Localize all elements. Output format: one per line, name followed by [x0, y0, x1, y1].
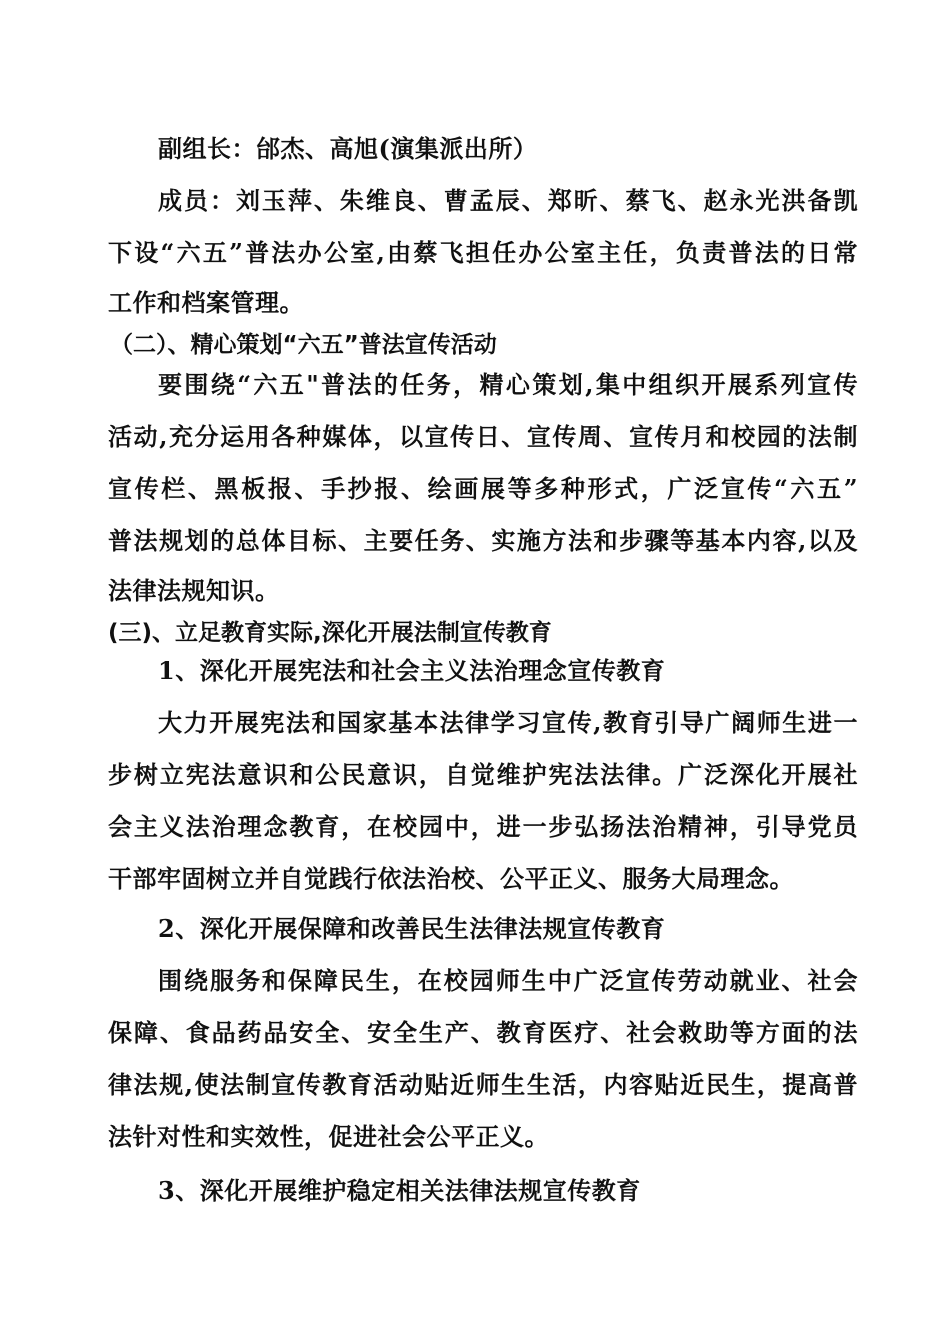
- paragraph-line: 宣传栏、黑板报、手抄报、绘画展等多种形式，广泛宣传“六五”: [108, 474, 858, 503]
- subheading-1: 1、深化开展宪法和社会主义法治理念宣传教育: [158, 656, 666, 685]
- paragraph-line: 围绕服务和保障民生，在校园师生中广泛宣传劳动就业、社会: [158, 966, 858, 995]
- paragraph-line: 工作和档案管理。: [108, 288, 304, 317]
- section-heading-3: (三)、立足教育实际,深化开展法制宣传教育: [108, 620, 552, 646]
- paragraph-line: 法针对性和实效性，促进社会公平正义。: [108, 1122, 549, 1151]
- paragraph-line: 步树立宪法意识和公民意识，自觉维护宪法法律。广泛深化开展社: [108, 760, 858, 789]
- vice-leader-line: 副组长：邰杰、高旭(演集派出所）: [158, 134, 538, 163]
- section-heading-2: （二）、精心策划“六五”普法宣传活动: [110, 332, 497, 358]
- paragraph-line: 法律法规知识。: [108, 576, 280, 605]
- paragraph-line: 会主义法治理念教育，在校园中，进一步弘扬法治精神，引导党员: [108, 812, 858, 841]
- paragraph-line: 保障、食品药品安全、安全生产、教育医疗、社会救助等方面的法: [108, 1018, 858, 1047]
- paragraph-line: 要围绕“六五"普法的任务，精心策划,集中组织开展系列宣传: [158, 370, 858, 399]
- subheading-2: 2、深化开展保障和改善民生法律法规宣传教育: [158, 914, 666, 943]
- paragraph-line: 活动,充分运用各种媒体，以宣传日、宣传周、宣传月和校园的法制: [108, 422, 858, 451]
- members-line: 成员：刘玉萍、朱维良、曹孟辰、郑昕、蔡飞、赵永光洪备凯: [158, 186, 858, 215]
- paragraph-line: 律法规,使法制宣传教育活动贴近师生生活，内容贴近民生，提高普: [108, 1070, 858, 1099]
- paragraph-line: 干部牢固树立并自觉践行依法治校、公平正义、服务大局理念。: [108, 864, 794, 893]
- subheading-3: 3、深化开展维护稳定相关法律法规宣传教育: [158, 1176, 641, 1205]
- paragraph-line: 下设“六五”普法办公室,由蔡飞担任办公室主任，负责普法的日常: [108, 238, 858, 267]
- paragraph-line: 普法规划的总体目标、主要任务、实施方法和步骤等基本内容,以及: [108, 526, 858, 555]
- paragraph-line: 大力开展宪法和国家基本法律学习宣传,教育引导广阔师生进一: [158, 708, 858, 737]
